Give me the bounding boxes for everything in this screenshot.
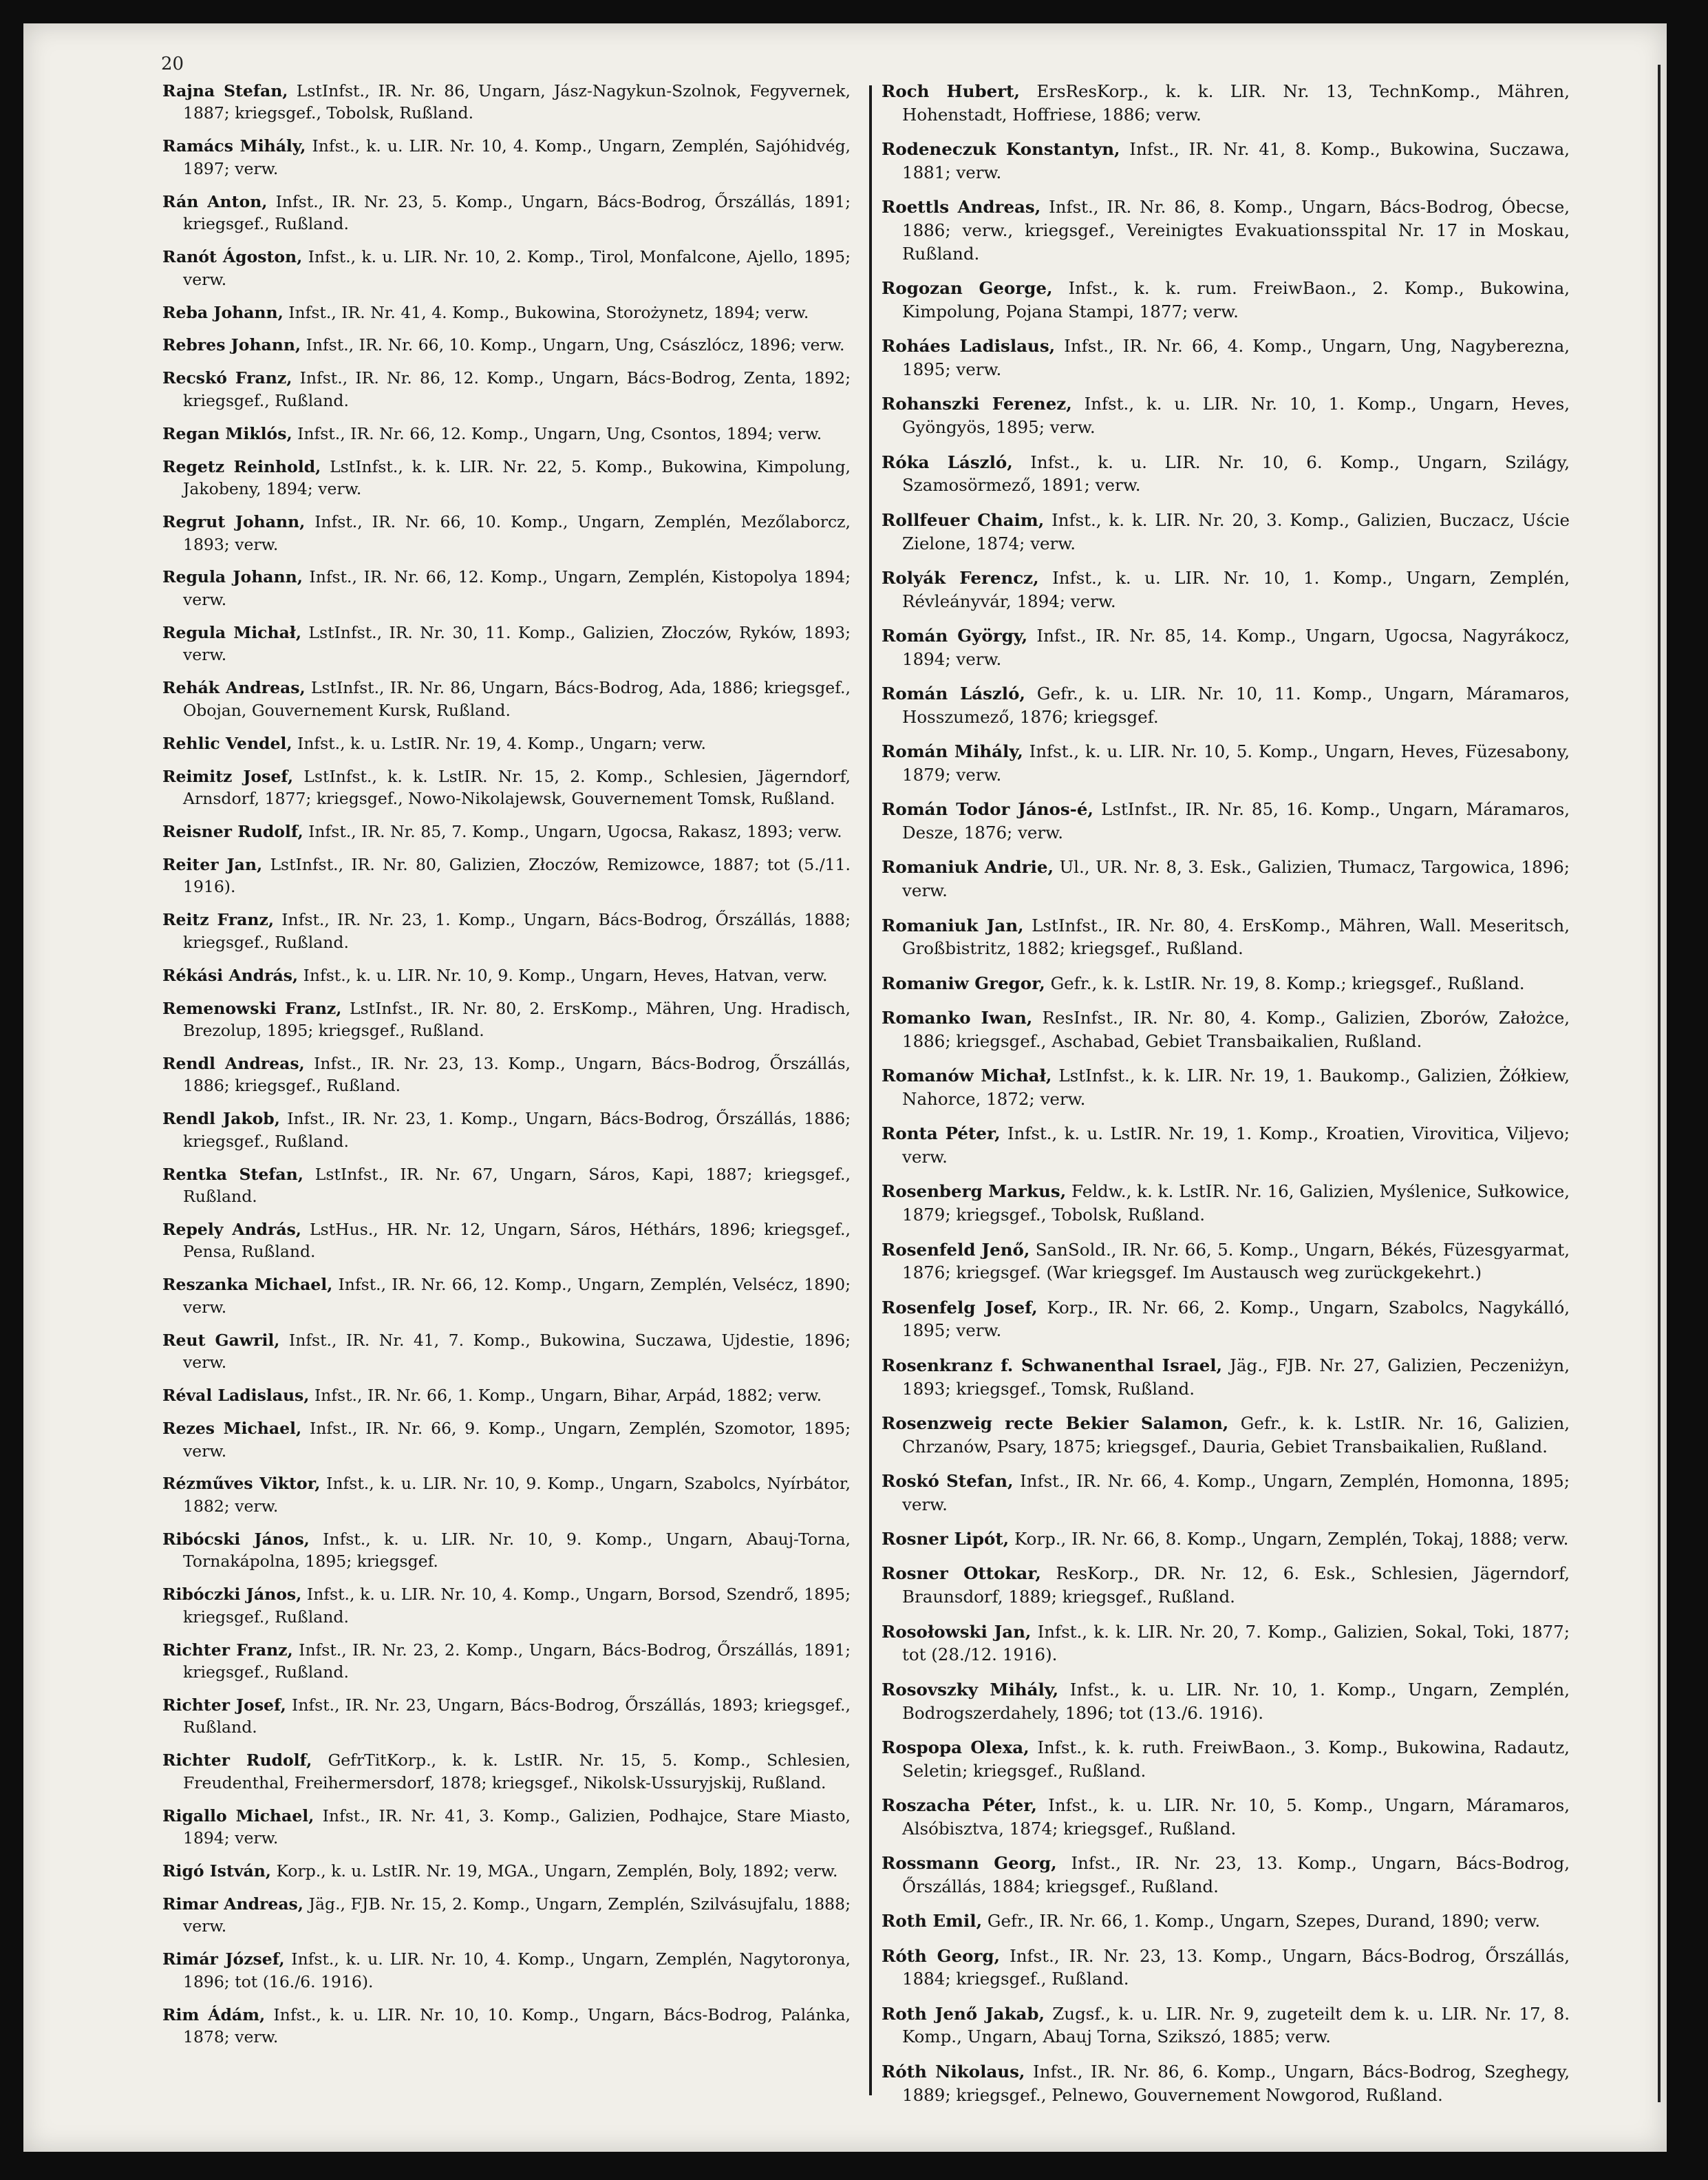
list-entry (882, 1296, 1570, 1343)
list-entry (882, 624, 1570, 671)
entry-name: Romaniuk Andrie, (882, 857, 1054, 878)
entry-details: Infst., IR. Nr. 85, 14. Komp., Ungarn, Ugocsa, Nagyrákocz, 1894; verw. (902, 625, 1570, 669)
entry-details: Gefr., k. k. LstIR. Nr. 19, 8. Komp.; kriegsgef., Rußland. (1045, 973, 1525, 993)
entry-details: Feldw., k. k. LstIR. Nr. 16, Galizien, Myślenice, Sułkowice, 1879; kriegsgef., Tobolsk, Rußland. (902, 1181, 1570, 1225)
entry-details: Infst., k. u. LIR. Nr. 10, 1. Komp., Ungarn, Zemplén, Révleányvár, 1894; verw. (902, 567, 1570, 611)
list-entry (882, 1562, 1570, 1609)
entry-details: Infst., IR. Nr. 66, 10. Komp., Ungarn, Ung, Császlócz, 1896; verw. (301, 335, 845, 355)
page-edge-line (1658, 65, 1661, 2102)
entry-details: LstInfst., IR. Nr. 86, Ungarn, Jász-Nagykun-Szolnok, Fegyvernek, 1887; kriegsgef., Tobolsk, Rußland. (183, 81, 851, 123)
list-entry (162, 334, 851, 356)
entry-name: Romaniw Gregor, (882, 973, 1045, 993)
list-entry (162, 1583, 851, 1628)
list-entry (162, 1805, 851, 1850)
list-entry (162, 677, 851, 721)
list-entry (882, 972, 1570, 995)
list-entry (882, 1527, 1570, 1551)
entry-name: Reba Johann, (162, 302, 284, 322)
entry-name: Rosovszky Mihály, (882, 1679, 1059, 1700)
entry-details: Infst., IR. Nr. 23, 5. Komp., Ungarn, Bács-Bodrog, Őrszállás, 1891; kriegsgef., Rußland. (183, 191, 851, 234)
entry-name: Rollfeuer Chaim, (882, 509, 1045, 530)
list-entry (882, 1678, 1570, 1725)
column-divider (869, 85, 872, 2095)
entry-details: ResKorp., DR. Nr. 12, 6. Esk., Schlesien, Jägerndorf, Braunsdorf, 1889; kriegsgef., Rußland. (902, 1563, 1570, 1607)
entry-name: Romanko Iwan, (882, 1008, 1033, 1028)
entry-name: Rosenberg Markus, (882, 1181, 1067, 1202)
entry-details: Infst., IR. Nr. 23, Ungarn, Bács-Bodrog, Őrszállás, 1893; kriegsgef., Rußland. (183, 1695, 851, 1737)
entry-details: Infst., k. u. LIR. Nr. 10, 10. Komp., Ungarn, Bács-Bodrog, Palánka, 1878; verw. (183, 2004, 851, 2047)
list-entry (162, 1052, 851, 1097)
entry-name: Rimar Andreas, (162, 1894, 303, 1914)
entry-details: Jäg., FJB. Nr. 27, Galizien, Peczeniżyn, 1893; kriegsgef., Tomsk, Rußland. (902, 1355, 1570, 1399)
list-entry (162, 1218, 851, 1263)
list-entry (882, 798, 1570, 845)
entry-name: Rigó István, (162, 1861, 271, 1881)
entry-details: LstInfst., IR. Nr. 30, 11. Komp., Galizien, Złoczów, Ryków, 1893; verw. (183, 622, 851, 665)
list-entry (882, 80, 1570, 127)
list-entry (162, 423, 851, 445)
entry-details: Infst., IR. Nr. 66, 4. Komp., Ungarn, Zemplén, Homonna, 1895; verw. (902, 1471, 1570, 1514)
entry-details: Infst., IR. Nr. 85, 7. Komp., Ungarn, Ugocsa, Rakasz, 1893; verw. (303, 821, 842, 841)
list-entry (882, 1354, 1570, 1401)
entry-name: Roháes Ladislaus, (882, 336, 1056, 357)
entry-details: Infst., IR. Nr. 86, 8. Komp., Ungarn, Bács-Bodrog, Óbecse, 1886; verw., kriegsgef., Vereinigtes Evakuationsspital Nr. 17 in Moskau, Rußland. (902, 197, 1570, 264)
entry-name: Richter Franz, (162, 1640, 293, 1660)
entry-details: Korp., k. u. LstIR. Nr. 19, MGA., Ungarn, Zemplén, Boly, 1892; verw. (270, 1861, 838, 1881)
list-entry (162, 765, 851, 810)
list-entry (882, 567, 1570, 613)
list-entry (882, 856, 1570, 902)
entry-name: Rodeneczuk Konstantyn, (882, 139, 1120, 160)
entry-name: Regula Michał, (162, 622, 302, 642)
entry-name: Reszanka Michael, (162, 1275, 333, 1295)
entry-details: Infst., k. u. LstIR. Nr. 19, 1. Komp., Kroatien, Virovitica, Viljevo; verw. (902, 1123, 1570, 1167)
entry-details: Infst., IR. Nr. 41, 4. Komp., Bukowina, Storożynetz, 1894; verw. (283, 302, 809, 322)
entry-details: Gefr., k. u. LIR. Nr. 10, 11. Komp., Ungarn, Máramaros, Hosszumező, 1876; kriegsgef. (902, 684, 1570, 727)
entry-details: Infst., k. u. LIR. Nr. 10, 4. Komp., Ungarn, Zemplén, Nagytoronya, 1896; tot (16./6. 1916). (183, 1949, 851, 1991)
entry-details: Infst., IR. Nr. 41, 3. Komp., Galizien, Podhajce, Stare Miasto, 1894; verw. (183, 1806, 851, 1848)
entry-name: Román László, (882, 684, 1025, 704)
entry-details: Infst., IR. Nr. 66, 9. Komp., Ungarn, Zemplén, Szomotor, 1895; verw. (183, 1419, 851, 1461)
list-entry (882, 277, 1570, 324)
entry-name: Ramács Mihály, (162, 136, 306, 156)
list-entry (162, 367, 851, 412)
entry-name: Reiter Jan, (162, 854, 263, 874)
list-entry (882, 1122, 1570, 1169)
entry-details: Infst., IR. Nr. 66, 4. Komp., Ungarn, Ung, Nagyberezna, 1895; verw. (902, 336, 1570, 380)
entry-name: Rosner Ottokar, (882, 1563, 1041, 1584)
list-entry (162, 1273, 851, 1318)
entry-details: Infst., k. k. LIR. Nr. 20, 7. Komp., Galizien, Sokal, Toki, 1877; tot (28./12. 1916). (902, 1621, 1570, 1665)
entry-details: Infst., IR. Nr. 86, 6. Komp., Ungarn, Bács-Bodrog, Szeghegy, 1889; kriegsgef., Pelnewo, Gouvernement Nowgorod, Rußland. (902, 2061, 1570, 2105)
list-entry (162, 1860, 851, 1882)
entry-name: Reisner Rudolf, (162, 821, 303, 841)
list-entry (162, 1108, 851, 1152)
list-entry (162, 1694, 851, 1739)
list-entry (882, 451, 1570, 498)
list-entry (162, 1893, 851, 1938)
entry-name: Román György, (882, 625, 1028, 646)
entry-name: Roth Jenő Jakab, (882, 2003, 1045, 2024)
entry-name: Regrut Johann, (162, 512, 306, 532)
list-entry (882, 1909, 1570, 1933)
left-column (162, 80, 851, 2059)
list-entry (162, 909, 851, 953)
list-entry (162, 821, 851, 843)
list-entry (882, 2002, 1570, 2049)
entry-details: LstInfst., IR. Nr. 80, 2. ErsKomp., Mähren, Ung. Hradisch, Brezolup, 1895; kriegsgef., Rußland. (183, 998, 851, 1040)
entry-name: Ranót Ágoston, (162, 247, 303, 267)
entry-details: Infst., k. u. LIR. Nr. 10, 9. Komp., Ungarn, Szabolcs, Nyírbátor, 1882; verw. (183, 1474, 851, 1516)
entry-name: Rossmann Georg, (882, 1853, 1057, 1874)
list-entry (882, 1412, 1570, 1459)
entry-name: Romanów Michał, (882, 1066, 1052, 1086)
entry-name: Rán Anton, (162, 191, 268, 211)
list-entry (882, 1180, 1570, 1227)
entry-name: Roszacha Péter, (882, 1795, 1037, 1815)
entry-name: Rézműves Viktor, (162, 1474, 321, 1494)
entry-name: Roettls Andreas, (882, 197, 1041, 218)
list-entry (162, 2004, 851, 2049)
entry-name: Ribócski János, (162, 1529, 310, 1549)
entry-name: Róth Georg, (882, 1945, 1001, 1966)
entry-name: Rospopa Olexa, (882, 1737, 1029, 1757)
entry-details: Infst., IR. Nr. 23, 13. Komp., Ungarn, Bács-Bodrog, Őrszállás, 1886; kriegsgef., Rußland. (183, 1053, 851, 1096)
list-entry (162, 1384, 851, 1406)
entry-details: Infst., k. u. LstIR. Nr. 19, 4. Komp., Ungarn; verw. (292, 733, 706, 753)
list-entry (162, 1329, 851, 1374)
list-entry (882, 392, 1570, 439)
list-entry (882, 138, 1570, 184)
entry-details: SanSold., IR. Nr. 66, 5. Komp., Ungarn, Békés, Füzesgyarmat, 1876; kriegsgef. (War kriegsgef. Im Austausch weg zurückgekehrt.) (902, 1239, 1570, 1283)
list-entry (882, 509, 1570, 555)
entry-name: Rohanszki Ferenez, (882, 394, 1072, 414)
list-entry (162, 1948, 851, 1993)
entry-details: Infst., IR. Nr. 66, 12. Komp., Ungarn, Zemplén, Velsécz, 1890; verw. (183, 1275, 851, 1317)
entry-details: Gefr., IR. Nr. 66, 1. Komp., Ungarn, Szepes, Durand, 1890; verw. (982, 1911, 1541, 1932)
entry-details: Infst., IR. Nr. 66, 12. Komp., Ungarn, Zemplén, Kistopolya 1894; verw. (183, 567, 851, 609)
entry-details: LstInfst., k. k. LIR. Nr. 19, 1. Baukomp., Galizien, Żółkiew, Nahorce, 1872; verw. (902, 1066, 1570, 1109)
entry-details: Infst., IR. Nr. 23, 1. Komp., Ungarn, Bács-Bodrog, Őrszállás, 1886; kriegsgef., Rußland. (183, 1109, 851, 1151)
entry-name: Rékási András, (162, 965, 299, 985)
list-entry (162, 854, 851, 898)
entry-details: ErsResKorp., k. k. LIR. Nr. 13, TechnKomp., Mähren, Hohenstadt, Hoffriese, 1886; verw. (902, 81, 1570, 125)
entry-name: Rehlic Vendel, (162, 733, 292, 753)
entry-name: Rolyák Ferencz, (882, 567, 1039, 588)
entry-details: Infst., IR. Nr. 66, 1. Komp., Ungarn, Bihar, Arpád, 1882; verw. (309, 1386, 822, 1406)
entry-details: Infst., IR. Nr. 23, 13. Komp., Ungarn, Bács-Bodrog, Őrszállás, 1884; kriegsgef., Rußland. (902, 1945, 1570, 1989)
document-page (23, 23, 1667, 2152)
entry-name: Ronta Péter, (882, 1123, 1001, 1144)
list-entry (162, 1639, 851, 1684)
list-entry (882, 1064, 1570, 1111)
entry-name: Rezes Michael, (162, 1419, 302, 1439)
entry-details: Infst., k. u. LIR. Nr. 10, 4. Komp., Ungarn, Zemplén, Sajóhidvég, 1897; verw. (183, 136, 851, 178)
entry-name: Róka László, (882, 452, 1013, 472)
corner-mark: 20 (161, 54, 184, 74)
list-entry (882, 740, 1570, 787)
list-entry (882, 682, 1570, 729)
entry-name: Román Todor János-é, (882, 799, 1093, 820)
entry-name: Regan Miklós, (162, 423, 292, 443)
list-entry (882, 1852, 1570, 1898)
entry-details: ResInfst., IR. Nr. 80, 4. Komp., Galizien, Zborów, Założce, 1886; kriegsgef., Aschabad, Gebiet Transbaikalien, Rußland. (902, 1008, 1570, 1051)
list-entry (162, 301, 851, 324)
entry-details: Infst., IR. Nr. 23, 2. Komp., Ungarn, Bács-Bodrog, Őrszállás, 1891; kriegsgef., Rußland. (183, 1640, 851, 1682)
entry-name: Rosenkranz f. Schwanenthal Israel, (882, 1355, 1223, 1375)
entry-name: Román Mihály, (882, 741, 1023, 762)
entry-name: Roskó Stefan, (882, 1471, 1014, 1491)
list-entry (882, 335, 1570, 381)
list-entry (882, 914, 1570, 961)
list-entry (882, 1006, 1570, 1053)
list-entry (162, 80, 851, 125)
entry-details: LstInfst., IR. Nr. 80, Galizien, Złoczów, Remizowce, 1887; tot (5./11. 1916). (183, 854, 851, 897)
list-entry (162, 964, 851, 986)
entry-details: Infst., IR. Nr. 41, 8. Komp., Bukowina, Suczawa, 1881; verw. (902, 139, 1570, 182)
list-entry (162, 135, 851, 180)
entry-name: Richter Josef, (162, 1695, 286, 1715)
entry-name: Rehák Andreas, (162, 678, 306, 698)
entry-name: Romaniuk Jan, (882, 915, 1024, 935)
entry-details: Infst., IR. Nr. 23, 13. Komp., Ungarn, Bács-Bodrog, Őrszállás, 1884; kriegsgef., Rußland. (902, 1853, 1570, 1896)
list-entry (882, 1794, 1570, 1841)
entry-details: Korp., IR. Nr. 66, 2. Komp., Ungarn, Szabolcs, Nagykálló, 1895; verw. (902, 1297, 1570, 1341)
list-entry (162, 622, 851, 666)
entry-name: Rimár József, (162, 1949, 285, 1969)
entry-details: LstInfst., k. k. LIR. Nr. 22, 5. Komp., Bukowina, Kimpolung, Jakobeny, 1894; verw. (183, 456, 851, 499)
list-entry (162, 997, 851, 1042)
entry-details: Infst., IR. Nr. 23, 1. Komp., Ungarn, Bács-Bodrog, Őrszállás, 1888; kriegsgef., Rußland. (183, 910, 851, 952)
list-entry (162, 246, 851, 290)
entry-details: Infst., k. u. LIR. Nr. 10, 6. Komp., Ungarn, Szilágy, Szamosörmező, 1891; verw. (902, 452, 1570, 496)
entry-name: Rendl Jakob, (162, 1109, 280, 1129)
entry-details: Zugsf., k. u. LIR. Nr. 9, zugeteilt dem k. u. LIR. Nr. 17, 8. Komp., Ungarn, Abauj Torna, Szikszó, 1885; verw. (902, 2003, 1570, 2047)
entry-details: Infst., IR. Nr. 86, 12. Komp., Ungarn, Bács-Bodrog, Zenta, 1892; kriegsgef., Rußland. (183, 368, 851, 410)
entry-name: Rentka Stefan, (162, 1164, 303, 1184)
list-entry (162, 1417, 851, 1462)
entry-details: Infst., IR. Nr. 66, 12. Komp., Ungarn, Ung, Csontos, 1894; verw. (292, 423, 822, 443)
list-entry (162, 1749, 851, 1794)
list-entry (162, 732, 851, 754)
entry-name: Rigallo Michael, (162, 1806, 314, 1826)
entry-details: Infst., k. u. LIR. Nr. 10, 1. Komp., Ungarn, Heves, Gyöngyös, 1895; verw. (902, 394, 1570, 438)
list-entry (162, 566, 851, 611)
entry-details: Infst., k. u. LIR. Nr. 10, 9. Komp., Ungarn, Abauj-Torna, Tornakápolna, 1895; kriegsgef. (183, 1529, 851, 1571)
entry-details: Infst., k. u. LIR. Nr. 10, 5. Komp., Ungarn, Máramaros, Alsóbisztva, 1874; kriegsgef., Rußland. (902, 1795, 1570, 1839)
list-entry (882, 2060, 1570, 2107)
entry-name: Rebres Johann, (162, 335, 301, 355)
entry-details: Infst., k. k. rum. FreiwBaon., 2. Komp., Bukowina, Kimpolung, Pojana Stampi, 1877; verw. (902, 278, 1570, 321)
entry-name: Réval Ladislaus, (162, 1386, 310, 1406)
entry-name: Regetz Reinhold, (162, 456, 321, 476)
list-entry (882, 1238, 1570, 1285)
entry-name: Rosołowski Jan, (882, 1621, 1032, 1642)
list-entry (162, 1528, 851, 1573)
entry-details: Jäg., FJB. Nr. 15, 2. Komp., Ungarn, Zemplén, Szilvásujfalu, 1888; verw. (183, 1894, 851, 1936)
entry-details: LstInfst., IR. Nr. 80, 4. ErsKomp., Mähren, Wall. Meseritsch, Großbistritz, 1882; kriegsgef., Rußland. (902, 915, 1570, 959)
list-entry (882, 1945, 1570, 1991)
list-entry (162, 191, 851, 235)
entry-name: Richter Rudolf, (162, 1750, 312, 1770)
entry-details: Infst., k. k. ruth. FreiwBaon., 3. Komp., Bukowina, Radautz, Seletin; kriegsgef., Rußland. (902, 1737, 1570, 1781)
entry-name: Rosenzweig recte Bekier Salamon, (882, 1412, 1229, 1433)
entry-details: Infst., k. k. LIR. Nr. 20, 3. Komp., Galizien, Buczacz, Uście Zielone, 1874; verw. (902, 509, 1570, 553)
entry-name: Rajna Stefan, (162, 81, 288, 100)
entry-name: Rim Ádám, (162, 2004, 266, 2024)
entry-details: Infst., k. u. LIR. Nr. 10, 5. Komp., Ungarn, Heves, Füzesabony, 1879; verw. (902, 741, 1570, 785)
right-column (882, 80, 1570, 2118)
list-entry (162, 456, 851, 500)
entry-details: Infst., k. u. LIR. Nr. 10, 1. Komp., Ungarn, Zemplén, Bodrogszerdahely, 1896; tot (13./6. 1916). (902, 1679, 1570, 1723)
entry-name: Roth Emil, (882, 1911, 983, 1932)
entry-details: GefrTitKorp., k. k. LstIR. Nr. 15, 5. Komp., Schlesien, Freudenthal, Freihermersdorf, 1878; kriegsgef., Nikolsk-Ussuryjskij, Rußland. (183, 1750, 851, 1792)
list-entry (162, 511, 851, 555)
entry-details: Gefr., k. k. LstIR. Nr. 16, Galizien, Chrzanów, Psary, 1875; kriegsgef., Dauria, Gebiet Transbaikalien, Rußland. (902, 1412, 1570, 1457)
entry-details: LstInfst., IR. Nr. 86, Ungarn, Bács-Bodrog, Ada, 1886; kriegsgef., Obojan, Gouvernement Kursk, Rußland. (183, 678, 851, 720)
entry-name: Rosenfeld Jenő, (882, 1239, 1030, 1260)
entry-name: Regula Johann, (162, 567, 303, 587)
entry-details: Infst., IR. Nr. 41, 7. Komp., Bukowina, Suczawa, Ujdestie, 1896; verw. (183, 1330, 851, 1373)
entry-name: Reimitz Josef, (162, 766, 294, 786)
list-entry (882, 1620, 1570, 1667)
entry-details: Infst., k. u. LIR. Nr. 10, 9. Komp., Ungarn, Heves, Hatvan, verw. (298, 965, 828, 985)
entry-name: Rosenfelg Josef, (882, 1297, 1038, 1317)
entry-details: LstHus., HR. Nr. 12, Ungarn, Sáros, Héthárs, 1896; kriegsgef., Pensa, Rußland. (183, 1220, 851, 1262)
list-entry (882, 1736, 1570, 1783)
entry-name: Róth Nikolaus, (882, 2061, 1025, 2082)
entry-name: Repely András, (162, 1220, 301, 1239)
entry-details: LstInfst., k. k. LstIR. Nr. 15, 2. Komp., Schlesien, Jägerndorf, Arnsdorf, 1877; kriegsgef., Nowo-Nikolajewsk, Gouvernement Tomsk, Rußland. (183, 766, 851, 808)
list-entry (162, 1472, 851, 1517)
entry-name: Rendl Andreas, (162, 1053, 305, 1073)
entry-details: Ul., UR. Nr. 8, 3. Esk., Galizien, Tłumacz, Targowica, 1896; verw. (902, 857, 1570, 901)
list-entry (162, 1163, 851, 1208)
entry-name: Ribóczki János, (162, 1585, 302, 1605)
entry-name: Reut Gawril, (162, 1330, 280, 1350)
entry-name: Roch Hubert, (882, 81, 1020, 101)
entry-details: LstInfst., IR. Nr. 67, Ungarn, Sáros, Kapi, 1887; kriegsgef., Rußland. (183, 1164, 851, 1207)
entry-details: LstInfst., IR. Nr. 85, 16. Komp., Ungarn, Máramaros, Desze, 1876; verw. (902, 799, 1570, 843)
entry-details: Korp., IR. Nr. 66, 8. Komp., Ungarn, Zemplén, Tokaj, 1888; verw. (1009, 1529, 1569, 1549)
entry-name: Reitz Franz, (162, 910, 275, 930)
entry-name: Rosner Lipót, (882, 1529, 1010, 1549)
entry-name: Remenowski Franz, (162, 998, 342, 1018)
entry-details: Infst., k. u. LIR. Nr. 10, 2. Komp., Tirol, Monfalcone, Ajello, 1895; verw. (183, 247, 851, 289)
list-entry (882, 195, 1570, 265)
entry-details: Infst., k. u. LIR. Nr. 10, 4. Komp., Ungarn, Borsod, Szendrő, 1895; kriegsgef., Rußland. (183, 1585, 851, 1627)
entry-name: Recskó Franz, (162, 368, 292, 388)
list-entry (882, 1470, 1570, 1516)
entry-name: Rogozan George, (882, 278, 1053, 299)
entry-details: Infst., IR. Nr. 66, 10. Komp., Ungarn, Zemplén, Mezőlaborcz, 1893; verw. (183, 512, 851, 554)
